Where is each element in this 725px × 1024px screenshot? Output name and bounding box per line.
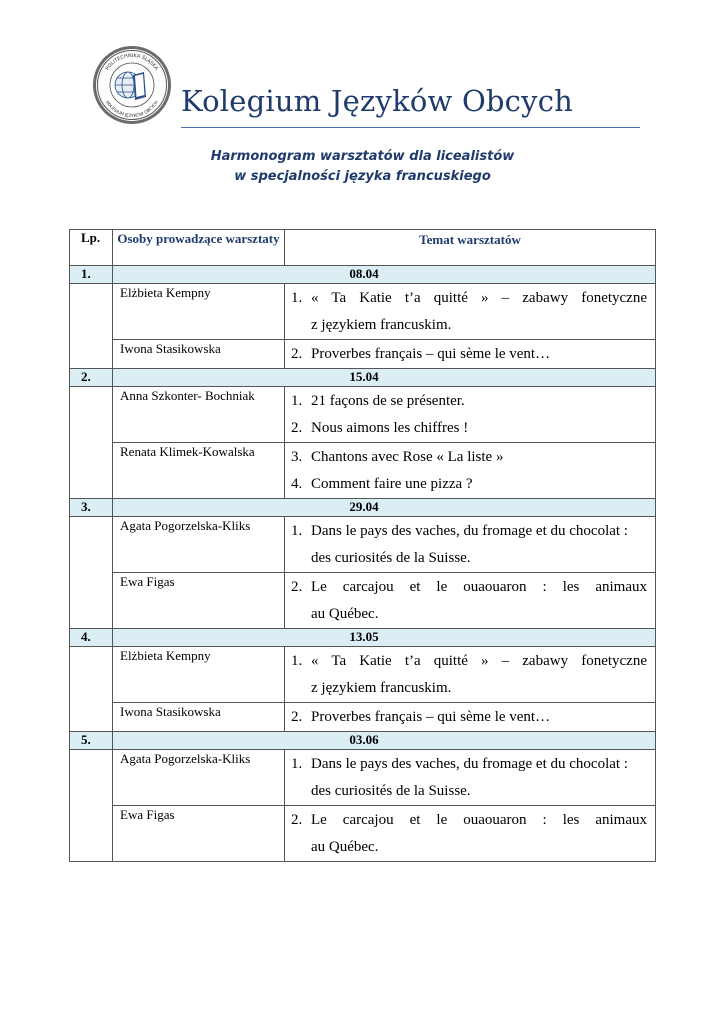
session-date: 13.05 — [113, 629, 656, 647]
session-date: 08.04 — [113, 266, 656, 284]
title-divider — [181, 127, 640, 128]
teacher-name: Elżbieta Kempny — [113, 647, 285, 703]
topics-cell — [285, 573, 656, 629]
empty-lp-cell — [70, 387, 113, 499]
session-date: 29.04 — [113, 499, 656, 517]
teacher-name: Ewa Figas — [113, 573, 285, 629]
topic-line-1: Chantons avec Rose « La liste » — [311, 449, 504, 465]
topics-cell — [285, 387, 656, 443]
topic-line-2: des curiosités de la Suisse. — [311, 783, 471, 799]
topic-line-1: Proverbes français – qui sème le vent… — [311, 709, 551, 725]
topic-text — [311, 285, 647, 339]
topic-number: 3. — [291, 449, 303, 465]
topics-cell — [285, 517, 656, 573]
topic-item — [291, 444, 647, 471]
topic-number: 2. — [291, 579, 303, 595]
session-date-row — [70, 499, 656, 517]
topic-number: 1. — [291, 756, 303, 772]
topic-text — [311, 751, 647, 805]
topics-cell — [285, 647, 656, 703]
teacher-name: Agata Pogorzelska-Kliks — [113, 750, 285, 806]
college-logo — [92, 45, 172, 125]
topic-line-1: Nous aimons les chiffres ! — [311, 420, 469, 436]
empty-lp-cell — [70, 750, 113, 862]
workshop-row — [70, 387, 656, 443]
workshop-row — [70, 284, 656, 340]
topic-number: 1. — [291, 290, 303, 306]
session-number: 1. — [70, 266, 113, 284]
topic-number: 2. — [291, 812, 303, 828]
topic-item — [291, 704, 647, 731]
topic-number: 1. — [291, 523, 303, 539]
header-lp: Lp. — [70, 230, 113, 266]
topic-item — [291, 751, 647, 805]
session-date-row — [70, 369, 656, 387]
session-date-row — [70, 629, 656, 647]
topic-number: 1. — [291, 393, 303, 409]
topics-cell — [285, 340, 656, 369]
page-title: Kolegium Języków Obcych — [181, 84, 574, 118]
teacher-name: Agata Pogorzelska-Kliks — [113, 517, 285, 573]
topic-text — [311, 444, 647, 471]
topic-line-1: « Ta Katie t’a quitté » – zabawy fonetyczne — [311, 653, 647, 669]
topic-text — [311, 415, 647, 442]
session-number: 4. — [70, 629, 113, 647]
session-date: 15.04 — [113, 369, 656, 387]
topic-item — [291, 341, 647, 368]
logo-bottom-text: KOLEGIUM JĘZYKÓW OBCYCH — [104, 100, 160, 120]
topic-item — [291, 285, 647, 339]
topic-item — [291, 471, 647, 498]
topic-text — [311, 518, 647, 572]
workshop-row — [70, 340, 656, 369]
session-number: 5. — [70, 732, 113, 750]
teacher-name: Iwona Stasikowska — [113, 340, 285, 369]
topic-item — [291, 807, 647, 861]
workshop-row — [70, 573, 656, 629]
topic-line-2: z językiem francuskim. — [311, 317, 452, 333]
empty-lp-cell — [70, 517, 113, 629]
topic-line-1: Dans le pays des vaches, du fromage et du chocolat : — [311, 756, 628, 772]
topic-line-1: Le carcajou et le ouaouaron : les animaux — [311, 579, 647, 595]
topic-line-2: au Québec. — [311, 606, 379, 622]
session-number: 3. — [70, 499, 113, 517]
topics-cell — [285, 806, 656, 862]
workshop-row — [70, 703, 656, 732]
topic-text — [311, 471, 647, 498]
topic-number: 1. — [291, 653, 303, 669]
header-temat: Temat warsztatów — [285, 230, 656, 266]
teacher-name: Renata Klimek-Kowalska — [113, 443, 285, 499]
session-date: 03.06 — [113, 732, 656, 750]
session-number: 2. — [70, 369, 113, 387]
subtitle-line-2: w specjalności języka francuskiego — [234, 169, 491, 184]
topic-text — [311, 341, 647, 368]
topics-cell — [285, 703, 656, 732]
session-date-row — [70, 732, 656, 750]
teacher-name: Elżbieta Kempny — [113, 284, 285, 340]
workshop-row — [70, 443, 656, 499]
topics-cell — [285, 443, 656, 499]
workshop-row — [70, 647, 656, 703]
workshop-row — [70, 517, 656, 573]
subtitle-line-1: Harmonogram warsztatów dla licealistów — [210, 149, 515, 164]
topic-item — [291, 648, 647, 702]
empty-lp-cell — [70, 647, 113, 732]
topic-line-2: z językiem francuskim. — [311, 680, 452, 696]
teacher-name: Ewa Figas — [113, 806, 285, 862]
topics-cell — [285, 284, 656, 340]
topic-line-2: des curiosités de la Suisse. — [311, 550, 471, 566]
workshop-row — [70, 750, 656, 806]
topic-text — [311, 648, 647, 702]
topic-line-2: au Québec. — [311, 839, 379, 855]
topics-cell — [285, 750, 656, 806]
teacher-name: Iwona Stasikowska — [113, 703, 285, 732]
teacher-name: Anna Szkonter- Bochniak — [113, 387, 285, 443]
topic-text — [311, 807, 647, 861]
topic-number: 2. — [291, 709, 303, 725]
topic-item — [291, 574, 647, 628]
topic-number: 2. — [291, 346, 303, 362]
logo-ring-text: POLITECHNIKA ŚLĄSKA — [104, 52, 160, 72]
session-date-row — [70, 266, 656, 284]
topic-text — [311, 704, 647, 731]
topic-text — [311, 388, 647, 415]
topic-line-1: Dans le pays des vaches, du fromage et du chocolat : — [311, 523, 628, 539]
topic-line-1: Le carcajou et le ouaouaron : les animaux — [311, 812, 647, 828]
schedule-body — [70, 266, 656, 862]
topic-item — [291, 388, 647, 415]
workshop-row — [70, 806, 656, 862]
topic-line-1: Proverbes français – qui sème le vent… — [311, 346, 551, 362]
topic-item — [291, 518, 647, 572]
schedule-table — [69, 229, 656, 862]
topic-number: 2. — [291, 420, 303, 436]
topic-item — [291, 415, 647, 442]
topic-line-1: 21 façons de se présenter. — [311, 393, 465, 409]
topic-line-1: « Ta Katie t’a quitté » – zabawy fonetyczne — [311, 290, 647, 306]
header-osoby: Osoby prowadzące warsztaty — [113, 230, 285, 266]
empty-lp-cell — [70, 284, 113, 369]
topic-number: 4. — [291, 476, 303, 492]
topic-text — [311, 574, 647, 628]
topic-line-1: Comment faire une pizza ? — [311, 476, 473, 492]
